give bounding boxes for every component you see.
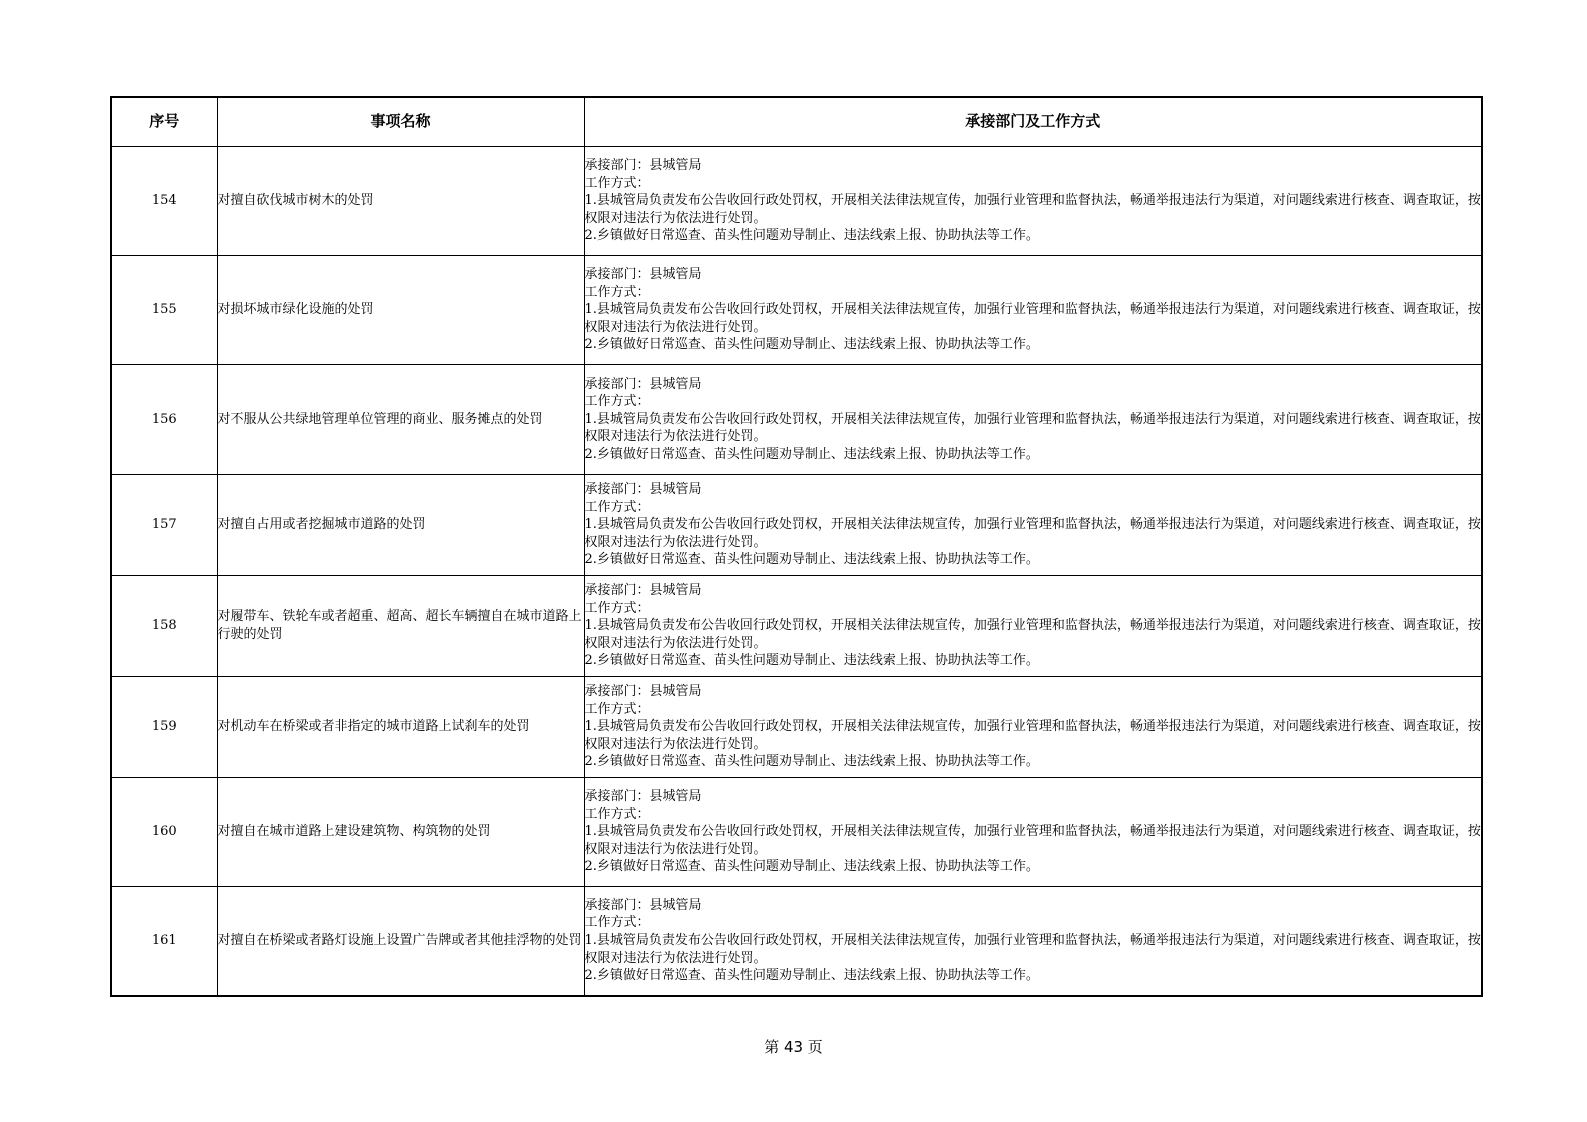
page-number: 第 43 页	[764, 1038, 823, 1056]
serial-number-cell: 160	[111, 778, 217, 887]
serial-number-cell: 159	[111, 677, 217, 778]
header-department-and-method: 承接部门及工作方式	[584, 97, 1482, 147]
work-method-item-1: 1.县城管局负责发布公告收回行政处罚权，开展相关法律法规宣传，加强行业管理和监督执法，畅通举报违法行为渠道，对问题线索进行核查、调查取证，按权限对违法行为依法进行处罚。	[584, 302, 1481, 335]
work-method-item-1: 1.县城管局负责发布公告收回行政处罚权，开展相关法律法规宣传，加强行业管理和监督执法，畅通举报违法行为渠道，对问题线索进行核查、调查取证，按权限对违法行为依法进行处罚。	[584, 411, 1481, 445]
work-method-item-1: 1.县城管局负责发布公告收回行政处罚权，开展相关法律法规宣传，加强行业管理和监督执法，畅通举报违法行为渠道，对问题线索进行核查、调查取证，按权限对违法行为依法进行处罚。	[584, 824, 1481, 857]
work-method-label: 工作方式：	[584, 701, 650, 717]
matters-table	[110, 96, 1483, 997]
work-method-label: 工作方式：	[584, 284, 650, 300]
table-row	[111, 256, 1482, 365]
work-method-item-2: 2.乡镇做好日常巡查、苗头性问题劝导制止、违法线索上报、协助执法等工作。	[584, 446, 1039, 462]
department-method-cell	[584, 576, 1482, 677]
department-line: 承接部门：县城管局	[584, 897, 702, 913]
item-name-cell: 对损坏城市绿化设施的处罚	[217, 256, 584, 365]
work-method-item-1: 1.县城管局负责发布公告收回行政处罚权，开展相关法律法规宣传，加强行业管理和监督执法，畅通举报违法行为渠道，对问题线索进行核查、调查取证，按权限对违法行为依法进行处罚。	[584, 618, 1481, 651]
table-row	[111, 576, 1482, 677]
department-line: 承接部门：县城管局	[584, 158, 702, 174]
work-method-label: 工作方式：	[584, 175, 650, 191]
work-method-item-2: 2.乡镇做好日常巡查、苗头性问题劝导制止、违法线索上报、协助执法等工作。	[584, 754, 1039, 770]
work-method-item-1: 1.县城管局负责发布公告收回行政处罚权，开展相关法律法规宣传，加强行业管理和监督执法，畅通举报违法行为渠道，对问题线索进行核查、调查取证，按权限对违法行为依法进行处罚。	[584, 932, 1481, 966]
table-row	[111, 778, 1482, 887]
header-serial-number: 序号	[111, 97, 217, 147]
department-line: 承接部门：县城管局	[584, 684, 702, 700]
department-method-cell	[584, 147, 1482, 256]
work-method-label: 工作方式：	[584, 600, 650, 616]
serial-number-cell: 158	[111, 576, 217, 677]
table-header-row	[111, 97, 1482, 147]
department-method-cell	[584, 365, 1482, 475]
item-name-cell: 对机动车在桥梁或者非指定的城市道路上试刹车的处罚	[217, 677, 584, 778]
work-method-item-2: 2.乡镇做好日常巡查、苗头性问题劝导制止、违法线索上报、协助执法等工作。	[584, 552, 1039, 568]
item-name-cell: 对擅自砍伐城市树木的处罚	[217, 147, 584, 256]
serial-number-cell: 161	[111, 887, 217, 996]
work-method-label: 工作方式：	[584, 806, 650, 822]
item-name-cell: 对擅自占用或者挖掘城市道路的处罚	[217, 475, 584, 576]
table-row	[111, 475, 1482, 576]
serial-number-cell: 155	[111, 256, 217, 365]
work-method-label: 工作方式：	[584, 394, 650, 410]
item-name-cell: 对擅自在桥梁或者路灯设施上设置广告牌或者其他挂浮物的处罚	[217, 887, 584, 996]
work-method-item-2: 2.乡镇做好日常巡查、苗头性问题劝导制止、违法线索上报、协助执法等工作。	[584, 968, 1039, 984]
work-method-item-1: 1.县城管局负责发布公告收回行政处罚权，开展相关法律法规宣传，加强行业管理和监督执法，畅通举报违法行为渠道，对问题线索进行核查、调查取证，按权限对违法行为依法进行处罚。	[584, 517, 1481, 550]
item-name-cell: 对擅自在城市道路上建设建筑物、构筑物的处罚	[217, 778, 584, 887]
department-method-cell	[584, 887, 1482, 996]
work-method-item-2: 2.乡镇做好日常巡查、苗头性问题劝导制止、违法线索上报、协助执法等工作。	[584, 228, 1039, 244]
serial-number-cell: 156	[111, 365, 217, 475]
department-line: 承接部门：县城管局	[584, 376, 702, 392]
department-method-cell	[584, 475, 1482, 576]
department-method-cell	[584, 677, 1482, 778]
serial-number-cell: 154	[111, 147, 217, 256]
work-method-item-1: 1.县城管局负责发布公告收回行政处罚权，开展相关法律法规宣传，加强行业管理和监督执法，畅通举报违法行为渠道，对问题线索进行核查、调查取证，按权限对违法行为依法进行处罚。	[584, 719, 1481, 752]
table-row	[111, 677, 1482, 778]
department-method-cell	[584, 256, 1482, 365]
table-row	[111, 365, 1482, 475]
department-line: 承接部门：县城管局	[584, 267, 702, 283]
department-method-cell	[584, 778, 1482, 887]
table-row	[111, 887, 1482, 996]
header-item-name: 事项名称	[217, 97, 584, 147]
department-line: 承接部门：县城管局	[584, 789, 702, 805]
work-method-item-2: 2.乡镇做好日常巡查、苗头性问题劝导制止、违法线索上报、协助执法等工作。	[584, 337, 1039, 353]
item-name-cell: 对履带车、铁轮车或者超重、超高、超长车辆擅自在城市道路上行驶的处罚	[217, 576, 584, 677]
department-line: 承接部门：县城管局	[584, 583, 702, 599]
item-name-cell: 对不服从公共绿地管理单位管理的商业、服务摊点的处罚	[217, 365, 584, 475]
work-method-item-2: 2.乡镇做好日常巡查、苗头性问题劝导制止、违法线索上报、协助执法等工作。	[584, 653, 1039, 669]
work-method-item-1: 1.县城管局负责发布公告收回行政处罚权，开展相关法律法规宣传，加强行业管理和监督执法，畅通举报违法行为渠道，对问题线索进行核查、调查取证，按权限对违法行为依法进行处罚。	[584, 193, 1481, 226]
table-row	[111, 147, 1482, 256]
work-method-label: 工作方式：	[584, 499, 650, 515]
work-method-item-2: 2.乡镇做好日常巡查、苗头性问题劝导制止、违法线索上报、协助执法等工作。	[584, 859, 1039, 875]
serial-number-cell: 157	[111, 475, 217, 576]
work-method-label: 工作方式：	[584, 915, 650, 931]
department-line: 承接部门：县城管局	[584, 482, 702, 498]
